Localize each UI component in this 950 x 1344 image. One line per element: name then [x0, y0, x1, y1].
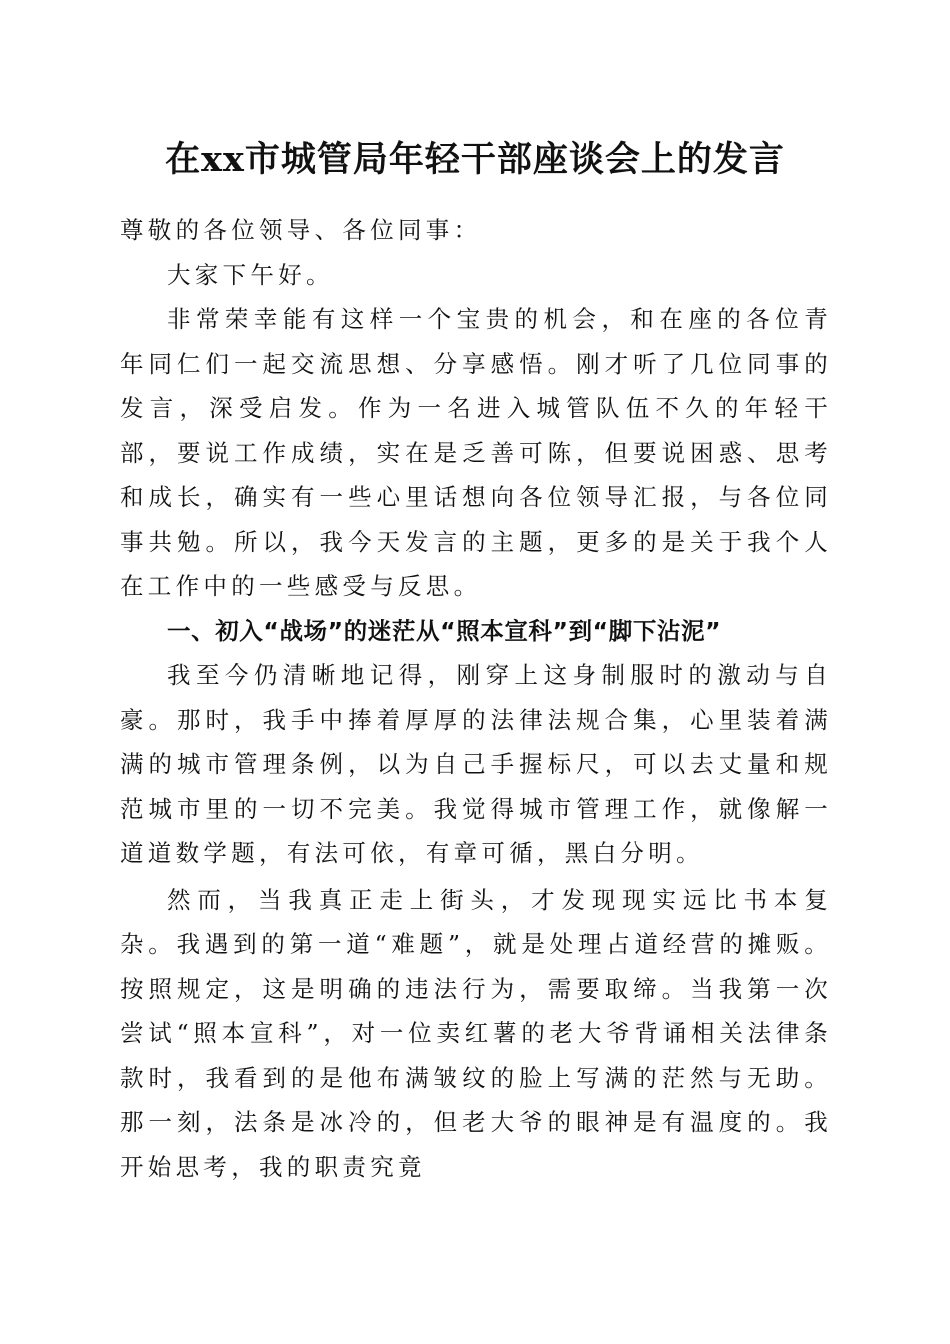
section-heading-1: 一、初入“战场”的迷茫从“照本宣科”到“脚下沾泥”: [167, 616, 722, 645]
section1-paragraph-1: 我至今仍清晰地记得，刚穿上这身制服时的激动与自豪。那时，我手中捧着厚厚的法律法规合集，心里装着满满的城市管理条例，以为自己手握标尺，可以去丈量和规范城市里的一切不完美。我觉得城市管理工作，就像解一道道数学题，有法可依，有章可循，黑白分明。: [120, 661, 832, 867]
document-body: [120, 208, 832, 1189]
document-title: 在xx市城管局年轻干部座谈会上的发言: [165, 139, 785, 180]
intro-paragraph: 非常荣幸能有这样一个宝贵的机会，和在座的各位青年同仁们一起交流思想、分享感悟。刚才听了几位同事的发言，深受启发。作为一名进入城管队伍不久的年轻干部，要说工作成绩，实在是乏善可陈，但要说困惑、思考和成长，确实有一些心里话想向各位领导汇报，与各位同事共勉。所以，我今天发言的主题，更多的是关于我个人在工作中的一些感受与反思。: [120, 305, 832, 600]
salutation: 尊敬的各位领导、各位同事：: [120, 216, 482, 244]
section1-paragraph-2: 然而，当我真正走上街头，才发现现实远比书本复杂。我遇到的第一道“难题”，就是处理占道经营的摊贩。按照规定，这是明确的违法行为，需要取缔。当我第一次尝试“照本宣科”，对一位卖红薯的老大爷背诵相关法律条款时，我看到的是他布满皱纹的脸上写满的茫然与无助。那一刻，法条是冰冷的，但老大爷的眼神是有温度的。我开始思考，我的职责究竟: [120, 885, 832, 1181]
greeting: 大家下午好。: [167, 260, 334, 289]
